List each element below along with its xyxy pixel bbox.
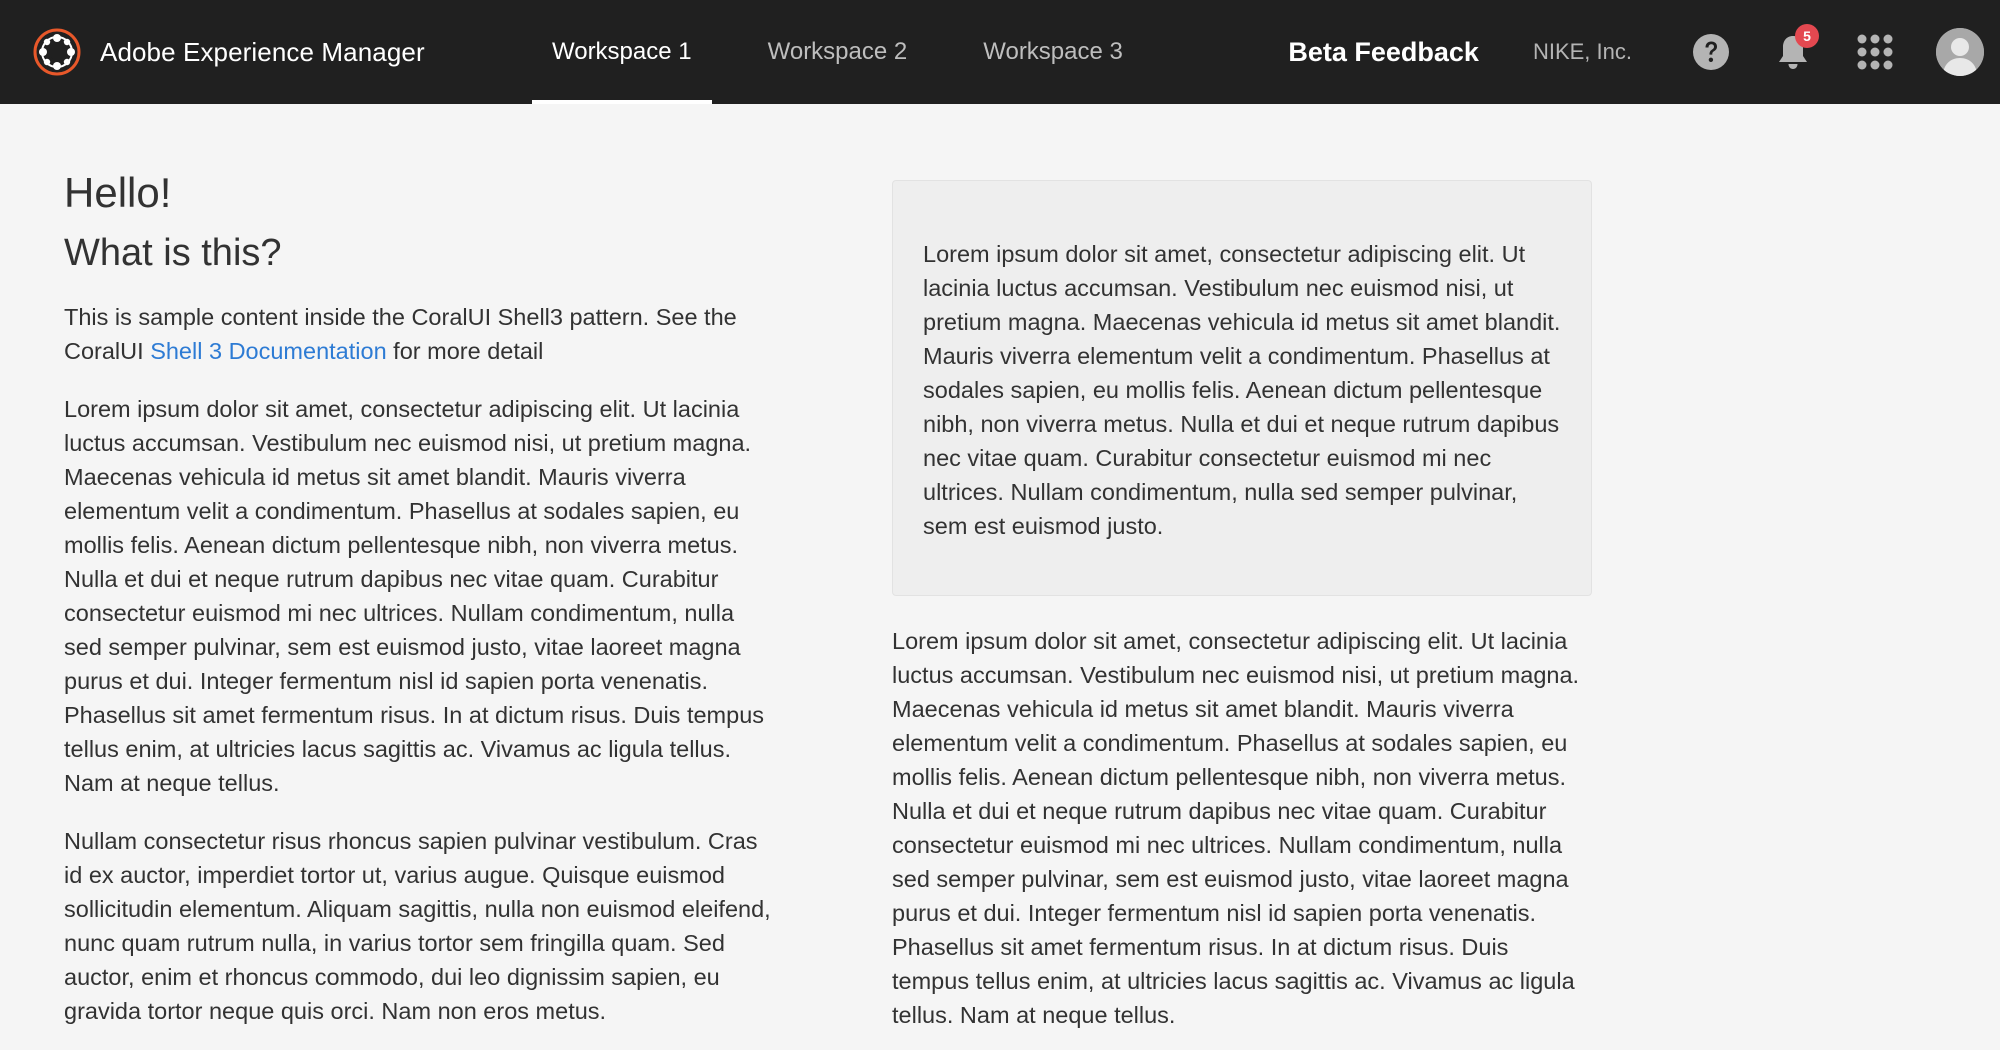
right-column <box>892 180 1592 1050</box>
notifications-button[interactable] <box>1771 30 1815 74</box>
well-paragraph: Lorem ipsum dolor sit amet, consectetur adipiscing elit. Ut lacinia luctus accumsan. Vestibulum nec euismod nisi, ut pretium magna. Maecenas vehicula id metus sit amet blandit. Mauris viverra elementum velit a condimentum. Phasellus at sodales sapien, eu mollis felis. Aenean dictum pellentesque nibh, non viverra metus. Nulla et dui et neque rutrum dapibus nec vitae quam. Curabitur consectetur euismod mi nec ultrices. Nullam condimentum, nulla sed semper pulvinar, sem est euismod justo. <box>923 241 1561 539</box>
beta-feedback-link[interactable]: Beta Feedback <box>1288 36 1479 67</box>
tab-workspace-3[interactable]: Workspace 3 <box>983 38 1123 65</box>
content-well <box>892 180 1592 596</box>
user-avatar-button[interactable] <box>1936 28 1984 76</box>
right-body-paragraph: Lorem ipsum dolor sit amet, consectetur adipiscing elit. Ut lacinia luctus accumsan. Vestibulum nec euismod nisi, ut pretium magna. Maecenas vehicula id metus sit amet blandit. Mauris viverra elementum velit a condimentum. Phasellus at sodales sapien, eu mollis felis. Aenean dictum pellentesque nibh, non viverra metus. Nulla et dui et neque rutrum dapibus nec vitae quam. Curabitur consectetur euismod mi nec ultrices. Nullam condimentum, nulla sed semper pulvinar, sem est euismod justo, vitae laoreet magna purus et dui. Integer fermentum nisl id sapien porta venenatis. Phasellus sit amet fermentum risus. In at dictum risus. Duis tempus tellus enim, at ultricies lacus sagittis ac. Vivamus ac ligula tellus. Nam at neque tellus. <box>892 628 1580 1028</box>
brand-title: Adobe Experience Manager <box>100 36 425 67</box>
body-paragraph-2: Nullam consectetur risus rhoncus sapien pulvinar vestibulum. Cras id ex auctor, imperdiet tortor ut, varius augue. Quisque euismod sollicitudin elementum. Aliquam sagittis, nulla non euismod eleifend, nunc quam rutrum nulla, in varius tortor sem fringilla quam. Sed auctor, enim et rhoncus commodo, dui leo dignissim sapien, eu gravida tortor neque quis orci. Nam non eros metus. <box>64 827 771 1024</box>
workspace-tabs <box>514 0 1161 104</box>
user-avatar-icon <box>1936 28 1984 76</box>
org-switcher[interactable]: NIKE, Inc. <box>1532 39 1632 64</box>
notification-badge: 5 <box>1795 24 1819 48</box>
solutions-switcher-button[interactable] <box>1853 30 1897 74</box>
tab-workspace-2[interactable]: Workspace 2 <box>767 38 908 65</box>
page-title: Hello! <box>64 169 172 216</box>
tab-workspace-1[interactable]: Workspace 1 <box>514 0 730 104</box>
intro-text: This is sample content inside the CoralUI Shell3 pattern. See the CoralUI <box>64 303 737 364</box>
section-heading: What is this? <box>64 231 282 274</box>
help-button[interactable] <box>1689 30 1733 74</box>
intro-paragraph <box>64 300 774 368</box>
intro-text-end: for more detail <box>386 337 544 364</box>
body-paragraph-1: Lorem ipsum dolor sit amet, consectetur adipiscing elit. Ut lacinia luctus accumsan. Vestibulum nec euismod nisi, ut pretium magna. Maecenas vehicula id metus sit amet blandit. Mauris viverra elementum velit a condimentum. Phasellus at sodales sapien, eu mollis felis. Aenean dictum pellentesque nibh, non viverra metus. Nulla et dui et neque rutrum dapibus nec vitae quam. Curabitur consectetur euismod mi nec ultrices. Nullam condimentum, nulla sed semper pulvinar, sem est euismod justo, vitae laoreet magna purus et dui. Integer fermentum nisl id sapien porta venenatis. Phasellus sit amet fermentum risus. In at dictum risus. Duis tempus tellus enim, at ultricies lacus sagittis ac. Vivamus ac ligula tellus. Nam at neque tellus. <box>64 395 765 796</box>
shell-header <box>0 0 2000 104</box>
help-icon <box>1691 32 1731 72</box>
main-content <box>0 104 2000 1050</box>
header-actions <box>1288 0 1984 104</box>
shell-docs-link[interactable]: Shell 3 Documentation <box>150 337 387 364</box>
adobe-experience-cloud-icon <box>32 27 82 77</box>
left-column <box>64 166 774 1050</box>
app-grid-icon <box>1855 32 1895 72</box>
brand-home-link[interactable] <box>32 24 425 80</box>
